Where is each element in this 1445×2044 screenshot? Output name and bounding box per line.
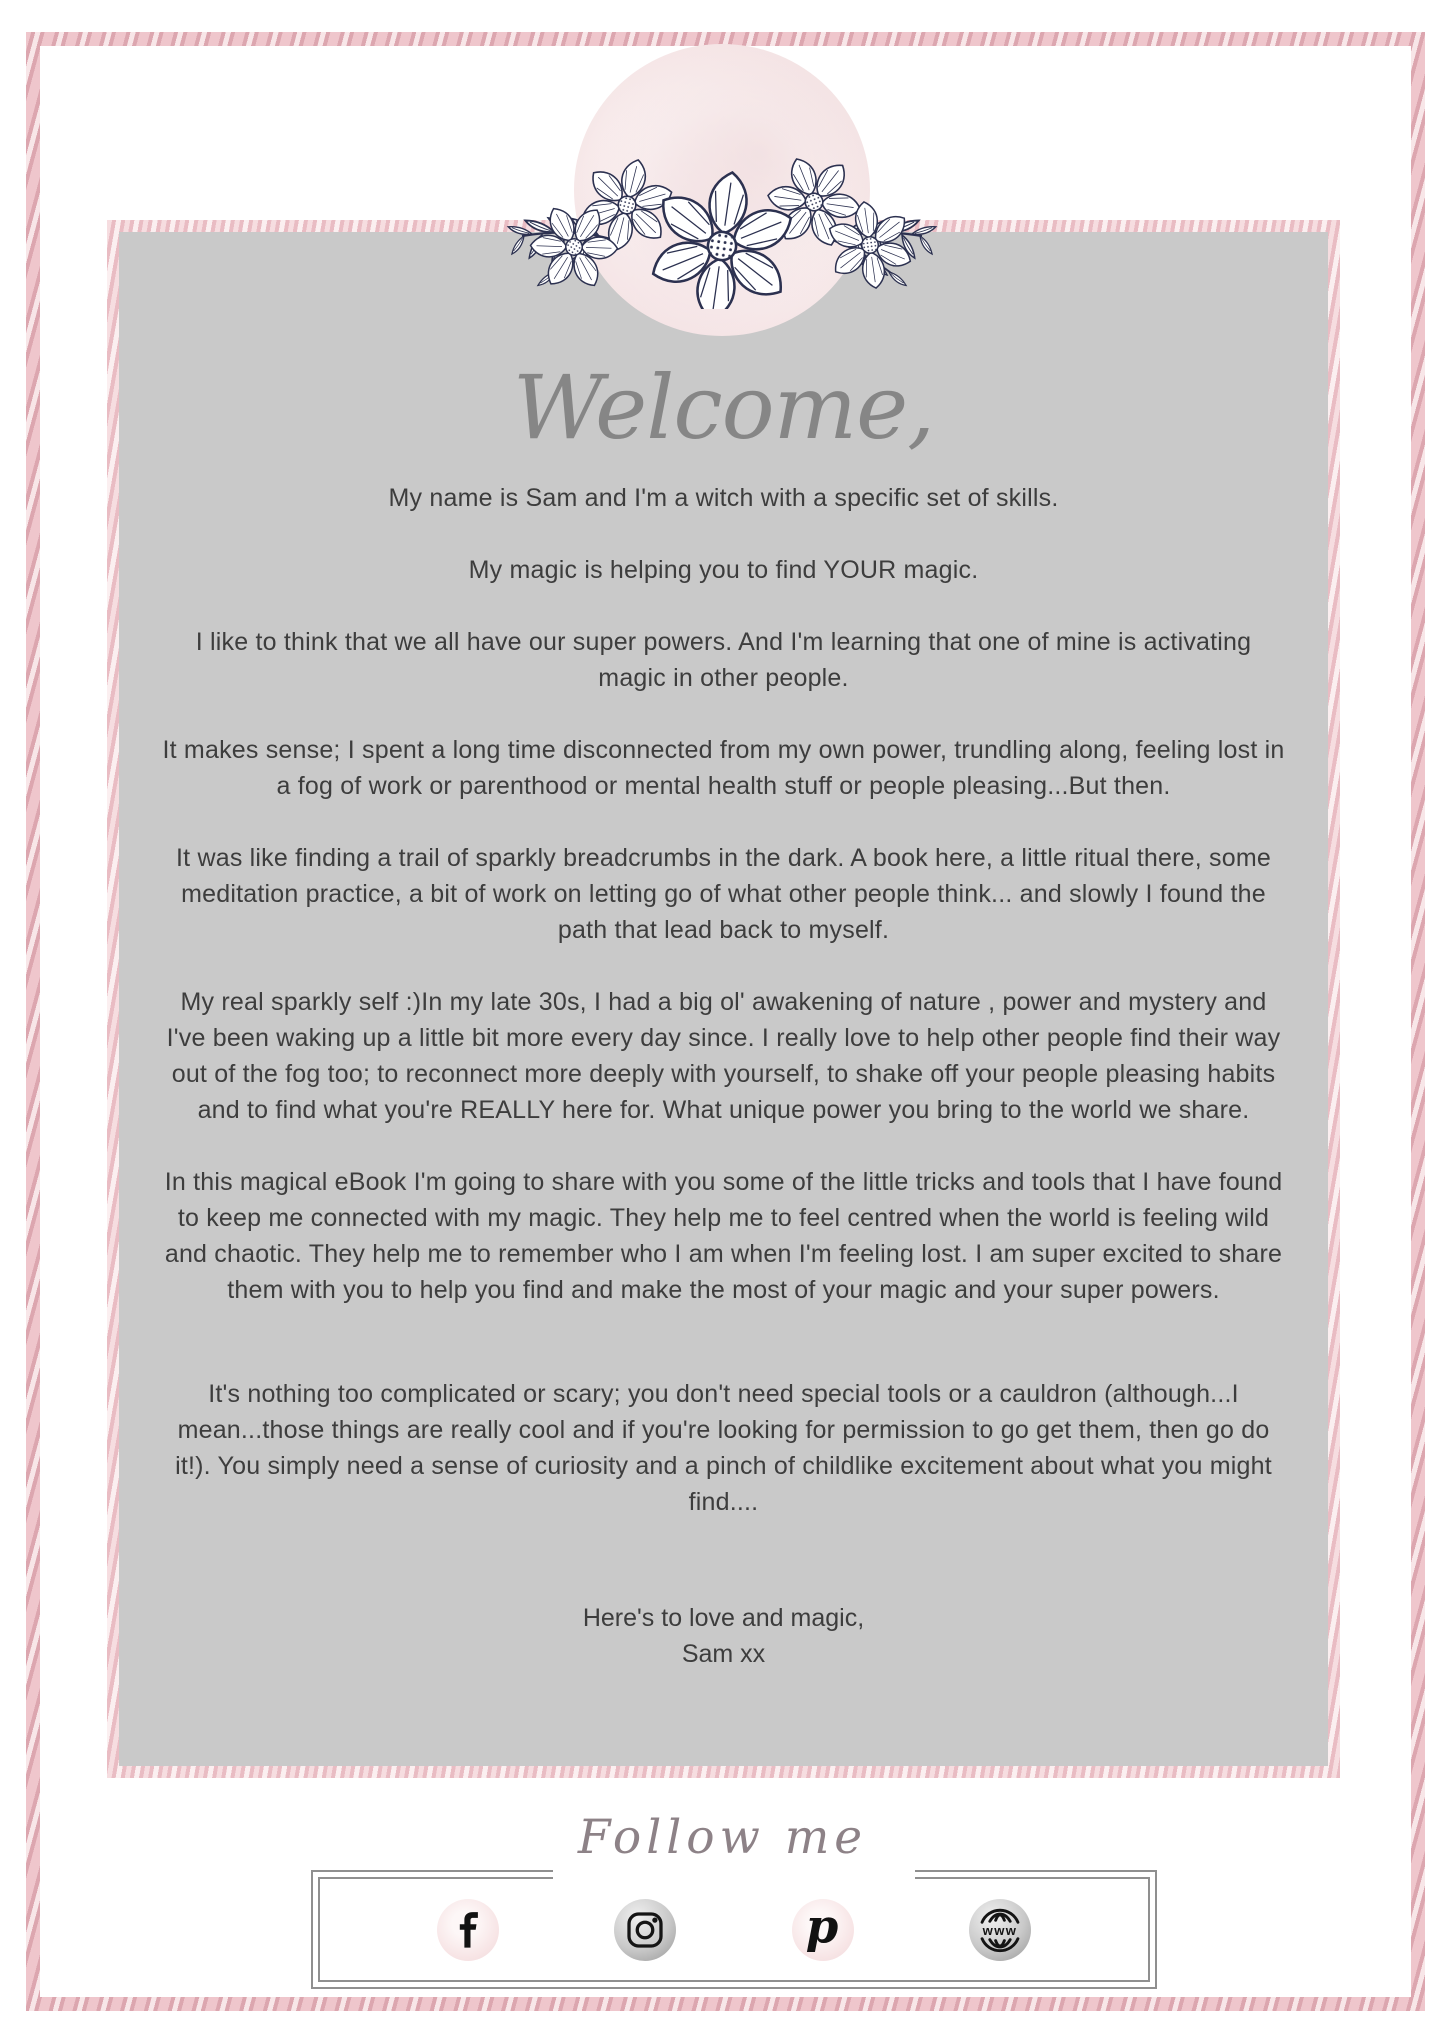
- signoff-line1: Here's to love and magic,: [582, 1604, 865, 1632]
- letter-paragraph: My real sparkly self :)In my late 30s, I had a big ol' awakening of nature , power and mystery and I've been waking up a little bit more every day since. I really love to help other people find their way out of the fog too; to reconnect more deeply with yourself, to shake off your people pleasing habits and to find what you're REALLY here for. What unique power you bring to the world we share.: [166, 988, 1281, 1124]
- signoff: [159, 1600, 1288, 1672]
- letter-paragraph: I like to think that we all have our super powers. And I'm learning that one of mine is activating magic in other people.: [195, 628, 1252, 692]
- welcome-heading: Welcome,: [512, 356, 935, 459]
- instagram-icon[interactable]: [614, 1899, 676, 1961]
- signoff-line2: Sam xx: [681, 1640, 766, 1668]
- follow-me-heading: Follow me: [577, 1810, 868, 1865]
- social-links-box: [311, 1870, 1157, 1989]
- letter-paragraph: My magic is helping you to find YOUR magic.: [468, 556, 979, 584]
- facebook-icon[interactable]: [437, 1899, 499, 1961]
- pinterest-icon[interactable]: [792, 1899, 854, 1961]
- letter-paragraphs: [159, 480, 1288, 1520]
- letter-panel: [107, 220, 1340, 1778]
- social-icons-row: [321, 1880, 1147, 1979]
- letter-paragraph: My name is Sam and I'm a witch with a specific set of skills.: [388, 484, 1059, 512]
- letter-paragraph: It's nothing too complicated or scary; you don't need special tools or a cauldron (although...I mean...those things are really cool and if you're looking for permission to go get them, then go do it!). You simply need a sense of curiosity and a pinch of childlike excitement about what you might find....: [175, 1380, 1272, 1516]
- letter-paragraph: It was like finding a trail of sparkly breadcrumbs in the dark. A book here, a little ritual there, some meditation practice, a bit of work on letting go of what other people think... and slowly I found the path that lead back to myself.: [176, 844, 1271, 944]
- letter-paragraph: It makes sense; I spent a long time disconnected from my own power, trundling along, feeling lost in a fog of work or parenthood or mental health stuff or people pleasing...But then.: [162, 736, 1285, 800]
- pinterest-glyph: p: [805, 1898, 839, 1954]
- letter-paragraph: In this magical eBook I'm going to share with you some of the little tricks and tools that I have found to keep me connected with my magic. They help me to feel centred when the world is feeling wild and chaotic. They help me to remember who I am when I'm feeling lost. I am super excited to share them with you to help you find and make the most of your magic and your super powers.: [164, 1168, 1283, 1304]
- website-globe-icon[interactable]: [969, 1899, 1031, 1961]
- www-label: www: [982, 1922, 1018, 1938]
- flower-ornament-icon: [420, 158, 1024, 309]
